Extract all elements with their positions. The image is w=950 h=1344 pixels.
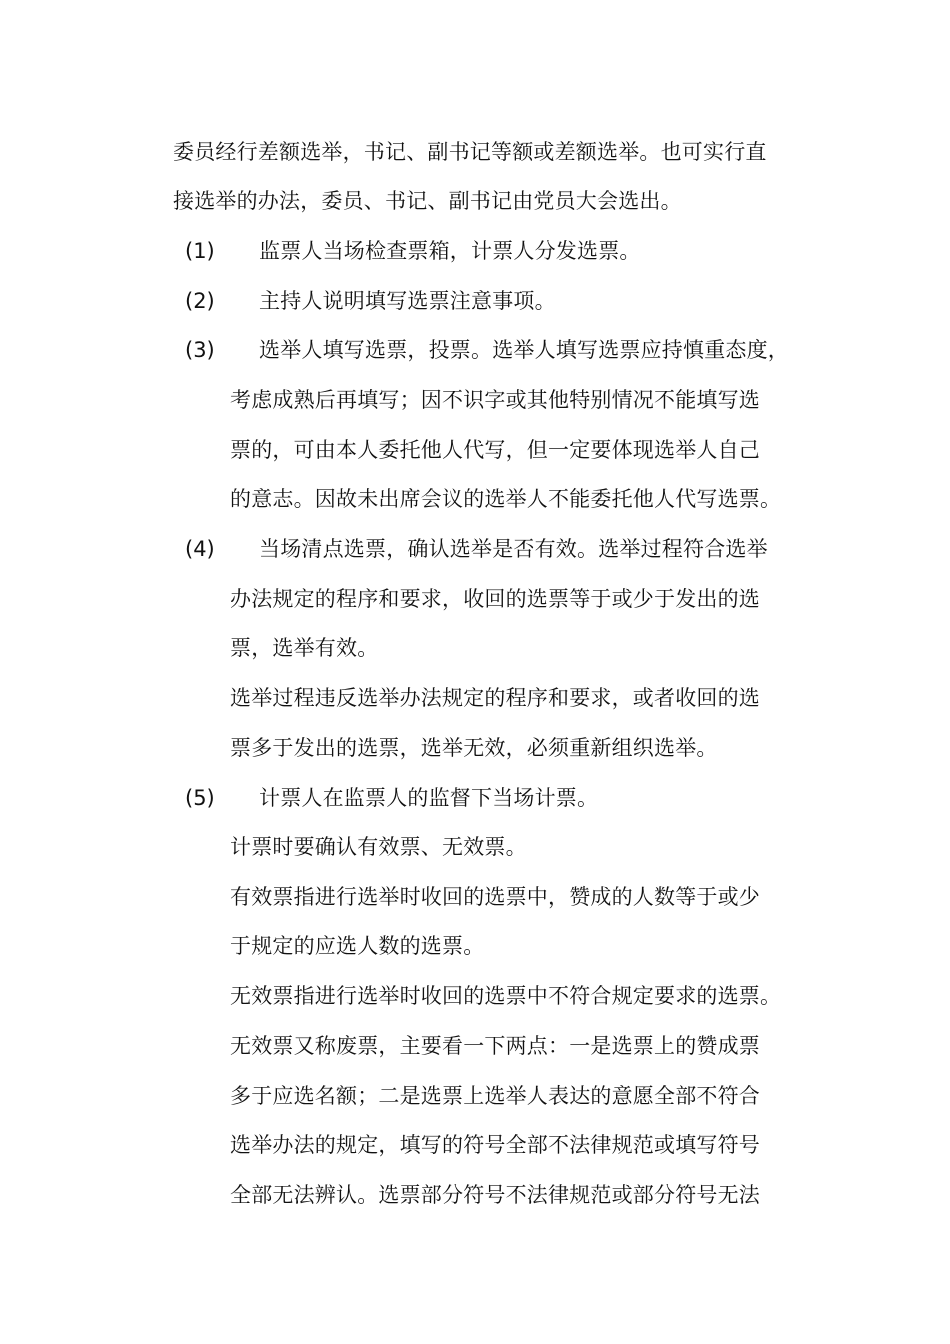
- intro-line-1: 委员经行差额选举，书记、副书记等额或差额选举。也可实行直: [173, 140, 767, 164]
- step-5-line-2: 计票时要确认有效票、无效票。: [230, 835, 527, 859]
- step-1-number: (1): [185, 239, 215, 263]
- step-3-line-3: 票的，可由本人委托他人代写，但一定要体现选举人自己: [230, 438, 760, 462]
- step-3-line-1: 选举人填写选票，投票。选举人填写选票应持慎重态度，: [259, 338, 789, 362]
- step-4-line-4: 选举过程违反选举办法规定的程序和要求，或者收回的选: [230, 686, 760, 710]
- step-2-line-1: 主持人说明填写选票注意事项。: [259, 289, 556, 313]
- step-4-line-2: 办法规定的程序和要求，收回的选票等于或少于发出的选: [230, 587, 760, 611]
- step-5-line-6: 无效票又称废票，主要看一下两点：一是选票上的赞成票: [230, 1034, 760, 1058]
- step-3-line-2: 考虑成熟后再填写；因不识字或其他特别情况不能填写选: [230, 388, 760, 412]
- step-3-line-4: 的意志。因故未出席会议的选举人不能委托他人代写选票。: [230, 487, 782, 511]
- step-5-line-4: 于规定的应选人数的选票。: [230, 934, 485, 958]
- step-5-line-1: 计票人在监票人的监督下当场计票。: [259, 786, 599, 810]
- intro-line-2: 接选举的办法，委员、书记、副书记由党员大会选出。: [173, 189, 682, 213]
- step-4-line-3: 票，选举有效。: [230, 636, 379, 660]
- step-4-line-5: 票多于发出的选票，选举无效，必须重新组织选举。: [230, 736, 718, 760]
- step-2-number: (2): [185, 289, 215, 313]
- step-5-line-7: 多于应选名额；二是选票上选举人表达的意愿全部不符合: [230, 1084, 760, 1108]
- step-3-number: (3): [185, 338, 215, 362]
- step-5-line-9: 全部无法辨认。选票部分符号不法律规范或部分符号无法: [230, 1183, 760, 1207]
- step-5-number: (5): [185, 786, 215, 810]
- step-4-number: (4): [185, 537, 215, 561]
- step-5-line-5: 无效票指进行选举时收回的选票中不符合规定要求的选票。: [230, 984, 782, 1008]
- step-4-line-1: 当场清点选票，确认选举是否有效。选举过程符合选举: [259, 537, 768, 561]
- step-5-line-8: 选举办法的规定，填写的符号全部不法律规范或填写符号: [230, 1133, 760, 1157]
- step-5-line-3: 有效票指进行选举时收回的选票中，赞成的人数等于或少: [230, 885, 760, 909]
- step-1-line-1: 监票人当场检查票箱，计票人分发选票。: [259, 239, 641, 263]
